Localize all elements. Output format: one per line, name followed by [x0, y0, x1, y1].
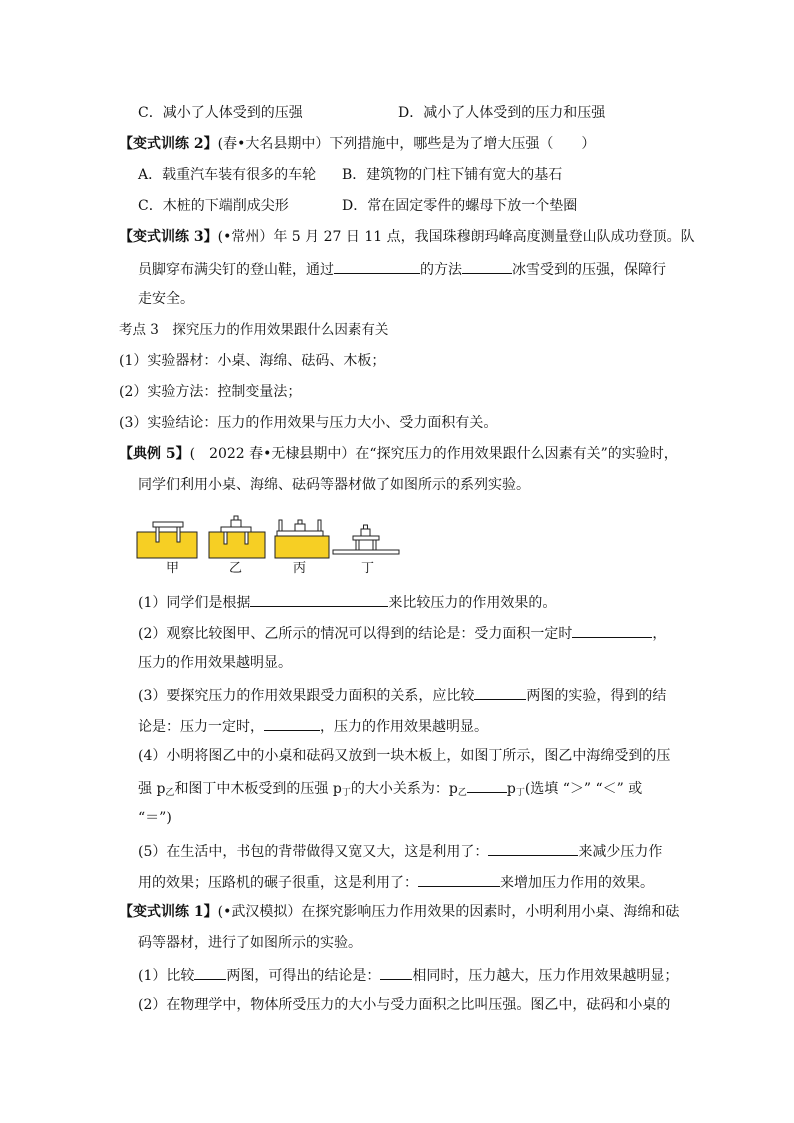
sub-question-2: (2）在物理学中，物体所受压力的大小与受力面积之比叫压强。图乙中，砝码和小桌的 — [138, 997, 671, 1013]
answer-blank[interactable] — [418, 871, 500, 887]
option-d: D．常在固定零件的螺母下放一个垫圈 — [342, 198, 578, 214]
option-c: C．木桩的下端削成尖形 — [138, 198, 289, 214]
question-text: ( 2022 春•无棣县期中）在“探究压力的作用效果跟什么因素有关”的实验时， — [189, 446, 678, 462]
question-text: (•武汉模拟）在探究影响压力作用效果的因素时，小明利用小桌、海绵和砝 — [217, 904, 680, 920]
question-line: 走安全。 — [138, 291, 194, 307]
subscript: 乙 — [165, 788, 175, 798]
question-line — [138, 258, 666, 280]
answer-blank[interactable] — [488, 840, 578, 856]
question-tag: 【变式训练 2】 — [119, 136, 218, 152]
option-a: A．载重汽车装有很多的车轮 — [138, 167, 317, 183]
option-d-prev: D．减小了人体受到的压力和压强 — [398, 105, 606, 121]
text-segment: ， — [652, 626, 667, 642]
sub-question-2 — [138, 622, 666, 644]
sub-question-1 — [138, 591, 556, 613]
answer-blank[interactable] — [467, 777, 507, 793]
text-segment: (5）在生活中，书包的背带做得又宽又大，这是利用了： — [138, 844, 489, 860]
question-line: 码等器材，进行了如图所示的实验。 — [138, 935, 362, 951]
question-tag: 【变式训练 3】 — [119, 229, 218, 245]
text-segment: 和图丁中木板受到的压强 p — [174, 781, 342, 797]
question-variant-2 — [119, 134, 595, 154]
text-segment: 来减少压力作 — [578, 844, 663, 860]
question-variant-1 — [119, 902, 679, 922]
figure-label-ding: 丁 — [361, 561, 375, 576]
subscript: 丁 — [341, 788, 351, 798]
answer-blank[interactable] — [380, 964, 412, 980]
text-segment: 论是：压力一定时， — [138, 719, 264, 735]
answer-blank[interactable] — [194, 964, 226, 980]
section-title: 考点 3 探究压力的作用效果跟什么因素有关 — [119, 322, 389, 338]
sub-question-1 — [138, 964, 678, 986]
text-segment: 强 p — [138, 781, 166, 797]
text-segment: p — [506, 781, 516, 797]
question-line: 压力的作用效果越明显。 — [138, 655, 292, 671]
answer-blank[interactable] — [250, 591, 388, 607]
text-segment: (3）要探究压力的作用效果跟受力面积的关系，应比较 — [138, 688, 475, 704]
question-tag: 【典例 5】 — [119, 446, 190, 462]
figure-bing — [275, 520, 329, 558]
question-line: 同学们利用小桌、海绵、砝码等器材做了如图所示的系列实验。 — [138, 477, 530, 493]
figure-jia — [137, 522, 197, 558]
answer-blank[interactable] — [264, 715, 320, 731]
text-segment: 来增加压力作用的效果。 — [500, 875, 654, 891]
text-segment: 两图，可得出的结论是： — [226, 968, 381, 984]
text-segment: 用的效果；压路机的碾子很重，这是利用了： — [138, 875, 418, 891]
answer-blank[interactable] — [462, 258, 512, 274]
text-segment: (选填 “＞” “＜” 或 — [524, 781, 643, 797]
list-item: (3）实验结论：压力的作用效果与压力大小、受力面积有关。 — [119, 415, 498, 431]
option-b: B．建筑物的门柱下铺有宽大的基石 — [342, 167, 563, 183]
question-line: “＝”) — [138, 810, 172, 826]
answer-blank[interactable] — [572, 622, 652, 638]
text-segment: 员脚穿布满尖钉的登山鞋，通过 — [138, 262, 334, 278]
example-5 — [119, 444, 678, 464]
option-c-prev: C．减小了人体受到的压强 — [138, 105, 303, 121]
text-segment: 的方法 — [420, 262, 462, 278]
text-segment: (1）同学们是根据 — [138, 595, 251, 611]
answer-blank[interactable] — [474, 684, 526, 700]
list-item: (2）实验方法：控制变量法； — [119, 384, 302, 400]
text-segment: ，压力的作用效果越明显。 — [320, 719, 488, 735]
figure-yi — [209, 516, 265, 558]
figure-label-yi: 乙 — [229, 561, 243, 576]
figure-label-jia: 甲 — [166, 561, 180, 576]
question-text: (春•大名县期中）下列措施中，哪些是为了增大压强（ ） — [217, 136, 596, 152]
question-line — [138, 715, 488, 737]
figure-label-bing: 丙 — [293, 561, 307, 576]
subscript: 丁 — [515, 788, 525, 798]
question-line — [138, 777, 642, 803]
subscript: 乙 — [457, 788, 467, 798]
text-segment: (2）观察比较图甲、乙所示的情况可以得到的结论是：受力面积一定时 — [138, 626, 573, 642]
text-segment: 来比较压力的作用效果的。 — [388, 595, 557, 611]
sub-question-3 — [138, 684, 666, 706]
figure-ding — [333, 525, 399, 554]
question-variant-3 — [119, 227, 695, 247]
answer-blank[interactable] — [334, 258, 420, 274]
text-segment: (1）比较 — [138, 968, 195, 984]
question-line — [138, 871, 654, 893]
sub-question-4: (4）小明将图乙中的小桌和砝码又放到一块木板上，如图丁所示，图乙中海绵受到的压 — [138, 748, 671, 764]
question-text: (•常州）年 5 月 27 日 11 点，我国珠穆朗玛峰高度测量登山队成功登顶。队 — [217, 229, 695, 245]
question-tag: 【变式训练 1】 — [119, 904, 218, 920]
text-segment: 相同时，压力越大，压力作用效果越明显； — [412, 968, 679, 984]
text-segment: 的大小关系为：p — [350, 781, 458, 797]
list-item: (1）实验器材：小桌、海绵、砝码、木板； — [119, 353, 386, 369]
sub-question-5 — [138, 840, 662, 862]
text-segment: 冰雪受到的压强，保障行 — [512, 262, 666, 278]
text-segment: 两图的实验，得到的结 — [526, 688, 667, 704]
